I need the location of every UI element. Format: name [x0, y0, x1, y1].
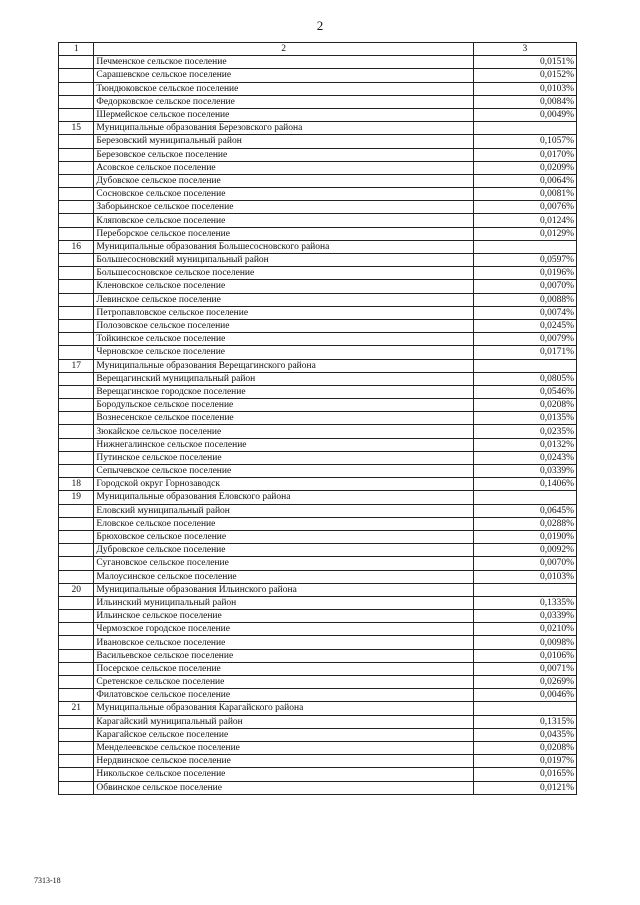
row-number-cell	[59, 755, 94, 768]
table-row	[59, 69, 577, 82]
table-row	[59, 425, 577, 438]
entity-name-cell: Муниципальные образования Верещагинского района	[94, 359, 473, 372]
share-value-cell: 0,0171%	[473, 346, 576, 359]
footer-code: 7313-18	[34, 876, 61, 885]
row-number-cell: 18	[59, 478, 94, 491]
entity-name-cell: Кленовское сельское поселение	[94, 280, 473, 293]
row-number-cell	[59, 135, 94, 148]
share-value-cell: 0,0103%	[473, 82, 576, 95]
row-number-cell	[59, 741, 94, 754]
column-header-1: 1	[59, 43, 94, 56]
entity-name-cell: Большесосновское сельское поселение	[94, 267, 473, 280]
share-value-cell: 0,0152%	[473, 69, 576, 82]
entity-name-cell: Березовское сельское поселение	[94, 148, 473, 161]
table-row	[59, 240, 577, 253]
share-value-cell: 0,1057%	[473, 135, 576, 148]
entity-name-cell: Ильинское сельское поселение	[94, 610, 473, 623]
row-number-cell	[59, 56, 94, 69]
share-value-cell: 0,0197%	[473, 755, 576, 768]
table-row	[59, 399, 577, 412]
entity-name-cell: Еловский муниципальный район	[94, 504, 473, 517]
row-number-cell	[59, 596, 94, 609]
share-value-cell	[473, 359, 576, 372]
table-row	[59, 108, 577, 121]
table-row	[59, 438, 577, 451]
entity-name-cell: Федорковское сельское поселение	[94, 95, 473, 108]
table-row	[59, 570, 577, 583]
table-row	[59, 715, 577, 728]
row-number-cell	[59, 227, 94, 240]
entity-name-cell: Петропавловское сельское поселение	[94, 306, 473, 319]
share-value-cell: 0,0084%	[473, 95, 576, 108]
table-row	[59, 385, 577, 398]
row-number-cell: 21	[59, 702, 94, 715]
entity-name-cell: Ивановское сельское поселение	[94, 636, 473, 649]
table-row	[59, 741, 577, 754]
entity-name-cell: Карагайское сельское поселение	[94, 728, 473, 741]
row-number-cell	[59, 768, 94, 781]
share-value-cell: 0,1315%	[473, 715, 576, 728]
row-number-cell	[59, 293, 94, 306]
entity-name-cell: Филатовское сельское поселение	[94, 689, 473, 702]
row-number-cell	[59, 649, 94, 662]
share-value-cell: 0,0245%	[473, 319, 576, 332]
table-row	[59, 636, 577, 649]
row-number-cell	[59, 188, 94, 201]
table-row	[59, 623, 577, 636]
entity-name-cell: Печменское сельское поселение	[94, 56, 473, 69]
share-value-cell: 0,0546%	[473, 385, 576, 398]
table-row	[59, 702, 577, 715]
share-value-cell: 0,1406%	[473, 478, 576, 491]
column-header-2: 2	[94, 43, 473, 56]
table-row	[59, 662, 577, 675]
row-number-cell	[59, 662, 94, 675]
table-row	[59, 346, 577, 359]
entity-name-cell: Малоусинское сельское поселение	[94, 570, 473, 583]
table-row	[59, 359, 577, 372]
entity-name-cell: Верещагинский муниципальный район	[94, 372, 473, 385]
entity-name-cell: Обвинское сельское поселение	[94, 781, 473, 794]
entity-name-cell: Шермейское сельское поселение	[94, 108, 473, 121]
share-value-cell: 0,0081%	[473, 188, 576, 201]
entity-name-cell: Еловское сельское поселение	[94, 517, 473, 530]
table-row	[59, 755, 577, 768]
entity-name-cell: Березовский муниципальный район	[94, 135, 473, 148]
share-value-cell: 0,0208%	[473, 399, 576, 412]
row-number-cell	[59, 504, 94, 517]
share-value-cell: 0,0070%	[473, 557, 576, 570]
table-row	[59, 254, 577, 267]
row-number-cell: 20	[59, 583, 94, 596]
share-value-cell: 0,1335%	[473, 596, 576, 609]
table-row	[59, 781, 577, 794]
entity-name-cell: Заборьинское сельское поселение	[94, 201, 473, 214]
share-value-cell: 0,0064%	[473, 174, 576, 187]
share-value-cell: 0,0076%	[473, 201, 576, 214]
entity-name-cell: Дубровское сельское поселение	[94, 544, 473, 557]
entity-name-cell: Нердвинское сельское поселение	[94, 755, 473, 768]
entity-name-cell: Ильинский муниципальный район	[94, 596, 473, 609]
entity-name-cell: Муниципальные образования Ильинского района	[94, 583, 473, 596]
entity-name-cell: Сарашевское сельское поселение	[94, 69, 473, 82]
entity-name-cell: Зюкайское сельское поселение	[94, 425, 473, 438]
table-row	[59, 95, 577, 108]
table-row	[59, 333, 577, 346]
table-row	[59, 649, 577, 662]
entity-name-cell: Посерское сельское поселение	[94, 662, 473, 675]
row-number-cell	[59, 728, 94, 741]
entity-name-cell: Сепычевское сельское поселение	[94, 465, 473, 478]
table-row	[59, 768, 577, 781]
row-number-cell	[59, 530, 94, 543]
row-number-cell: 17	[59, 359, 94, 372]
row-number-cell	[59, 781, 94, 794]
share-value-cell: 0,0339%	[473, 465, 576, 478]
row-number-cell	[59, 333, 94, 346]
row-number-cell	[59, 319, 94, 332]
share-value-cell: 0,0235%	[473, 425, 576, 438]
table-row	[59, 82, 577, 95]
row-number-cell	[59, 636, 94, 649]
share-value-cell: 0,0106%	[473, 649, 576, 662]
table-row	[59, 267, 577, 280]
table-row	[59, 135, 577, 148]
entity-name-cell: Сугановское сельское поселение	[94, 557, 473, 570]
entity-name-cell: Левинское сельское поселение	[94, 293, 473, 306]
entity-name-cell: Карагайский муниципальный район	[94, 715, 473, 728]
row-number-cell	[59, 161, 94, 174]
share-value-cell: 0,0190%	[473, 530, 576, 543]
share-value-cell: 0,0088%	[473, 293, 576, 306]
share-value-cell: 0,0288%	[473, 517, 576, 530]
table-row	[59, 491, 577, 504]
table-row	[59, 451, 577, 464]
entity-name-cell: Менделеевское сельское поселение	[94, 741, 473, 754]
row-number-cell	[59, 280, 94, 293]
row-number-cell	[59, 623, 94, 636]
table-row	[59, 174, 577, 187]
entity-name-cell: Полозовское сельское поселение	[94, 319, 473, 332]
row-number-cell	[59, 306, 94, 319]
entity-name-cell: Сретенское сельское поселение	[94, 676, 473, 689]
row-number-cell: 16	[59, 240, 94, 253]
share-value-cell	[473, 240, 576, 253]
page-number: 2	[316, 18, 324, 33]
table-row	[59, 676, 577, 689]
entity-name-cell: Черновское сельское поселение	[94, 346, 473, 359]
entity-name-cell: Муниципальные образования Еловского района	[94, 491, 473, 504]
share-value-cell: 0,0070%	[473, 280, 576, 293]
share-value-cell: 0,0435%	[473, 728, 576, 741]
row-number-cell	[59, 451, 94, 464]
row-number-cell	[59, 425, 94, 438]
entity-name-cell: Асовское сельское поселение	[94, 161, 473, 174]
table-row	[59, 372, 577, 385]
row-number-cell	[59, 214, 94, 227]
share-value-cell: 0,0046%	[473, 689, 576, 702]
row-number-cell	[59, 254, 94, 267]
row-number-cell	[59, 372, 94, 385]
table-body	[59, 56, 577, 795]
table-row	[59, 610, 577, 623]
table-row	[59, 214, 577, 227]
table-row	[59, 557, 577, 570]
table-row	[59, 319, 577, 332]
entity-name-cell: Верещагинское городское поселение	[94, 385, 473, 398]
table-row	[59, 728, 577, 741]
table-row	[59, 530, 577, 543]
share-value-cell: 0,0079%	[473, 333, 576, 346]
entity-name-cell: Тюндюковское сельское поселение	[94, 82, 473, 95]
table-row	[59, 227, 577, 240]
share-value-cell: 0,0165%	[473, 768, 576, 781]
table-row	[59, 412, 577, 425]
allocation-table	[58, 42, 577, 795]
row-number-cell	[59, 108, 94, 121]
share-value-cell: 0,0269%	[473, 676, 576, 689]
entity-name-cell: Большесосновский муниципальный район	[94, 254, 473, 267]
table-row	[59, 544, 577, 557]
row-number-cell	[59, 715, 94, 728]
entity-name-cell: Васильевское сельское поселение	[94, 649, 473, 662]
share-value-cell: 0,0124%	[473, 214, 576, 227]
row-number-cell	[59, 95, 94, 108]
row-number-cell	[59, 385, 94, 398]
entity-name-cell: Нижнегалинское сельское поселение	[94, 438, 473, 451]
share-value-cell	[473, 122, 576, 135]
share-value-cell: 0,0645%	[473, 504, 576, 517]
entity-name-cell: Сосновское сельское поселение	[94, 188, 473, 201]
entity-name-cell: Путинское сельское поселение	[94, 451, 473, 464]
entity-name-cell: Бородульское сельское поселение	[94, 399, 473, 412]
share-value-cell: 0,0103%	[473, 570, 576, 583]
row-number-cell	[59, 676, 94, 689]
row-number-cell	[59, 544, 94, 557]
share-value-cell: 0,0098%	[473, 636, 576, 649]
table-row	[59, 517, 577, 530]
share-value-cell: 0,0135%	[473, 412, 576, 425]
table-row	[59, 465, 577, 478]
share-value-cell: 0,0129%	[473, 227, 576, 240]
row-number-cell	[59, 69, 94, 82]
share-value-cell	[473, 702, 576, 715]
share-value-cell: 0,0092%	[473, 544, 576, 557]
table-row	[59, 148, 577, 161]
share-value-cell: 0,0209%	[473, 161, 576, 174]
entity-name-cell: Переборское сельское поселение	[94, 227, 473, 240]
table-row	[59, 122, 577, 135]
row-number-cell	[59, 267, 94, 280]
share-value-cell: 0,0196%	[473, 267, 576, 280]
row-number-cell	[59, 346, 94, 359]
row-number-cell	[59, 174, 94, 187]
share-value-cell: 0,0339%	[473, 610, 576, 623]
table-row	[59, 293, 577, 306]
table-row	[59, 596, 577, 609]
share-value-cell: 0,0170%	[473, 148, 576, 161]
table-row	[59, 689, 577, 702]
table-header-row	[59, 43, 577, 56]
table-row	[59, 201, 577, 214]
table-row	[59, 280, 577, 293]
row-number-cell	[59, 570, 94, 583]
share-value-cell	[473, 491, 576, 504]
share-value-cell: 0,0805%	[473, 372, 576, 385]
share-value-cell: 0,0243%	[473, 451, 576, 464]
entity-name-cell: Дубовское сельское поселение	[94, 174, 473, 187]
share-value-cell: 0,0132%	[473, 438, 576, 451]
share-value-cell: 0,0210%	[473, 623, 576, 636]
row-number-cell	[59, 82, 94, 95]
row-number-cell	[59, 557, 94, 570]
table-row	[59, 306, 577, 319]
share-value-cell	[473, 583, 576, 596]
share-value-cell: 0,0121%	[473, 781, 576, 794]
table-row	[59, 161, 577, 174]
entity-name-cell: Кляповское сельское поселение	[94, 214, 473, 227]
row-number-cell	[59, 412, 94, 425]
table-row	[59, 478, 577, 491]
entity-name-cell: Чермозское городское поселение	[94, 623, 473, 636]
column-header-3: 3	[473, 43, 576, 56]
entity-name-cell: Муниципальные образования Карагайского района	[94, 702, 473, 715]
row-number-cell: 19	[59, 491, 94, 504]
entity-name-cell: Муниципальные образования Большесосновского района	[94, 240, 473, 253]
row-number-cell	[59, 399, 94, 412]
share-value-cell: 0,0208%	[473, 741, 576, 754]
share-value-cell: 0,0597%	[473, 254, 576, 267]
table-row	[59, 504, 577, 517]
row-number-cell: 15	[59, 122, 94, 135]
entity-name-cell: Брюховское сельское поселение	[94, 530, 473, 543]
row-number-cell	[59, 610, 94, 623]
row-number-cell	[59, 148, 94, 161]
row-number-cell	[59, 438, 94, 451]
table-row	[59, 56, 577, 69]
entity-name-cell: Муниципальные образования Березовского района	[94, 122, 473, 135]
share-value-cell: 0,0074%	[473, 306, 576, 319]
row-number-cell	[59, 689, 94, 702]
share-value-cell: 0,0049%	[473, 108, 576, 121]
entity-name-cell: Тойкинское сельское поселение	[94, 333, 473, 346]
entity-name-cell: Вознесенское сельское поселение	[94, 412, 473, 425]
entity-name-cell: Городской округ Горнозаводск	[94, 478, 473, 491]
entity-name-cell: Никольское сельское поселение	[94, 768, 473, 781]
share-value-cell: 0,0151%	[473, 56, 576, 69]
row-number-cell	[59, 465, 94, 478]
row-number-cell	[59, 201, 94, 214]
share-value-cell: 0,0071%	[473, 662, 576, 675]
table-row	[59, 188, 577, 201]
table-row	[59, 583, 577, 596]
row-number-cell	[59, 517, 94, 530]
